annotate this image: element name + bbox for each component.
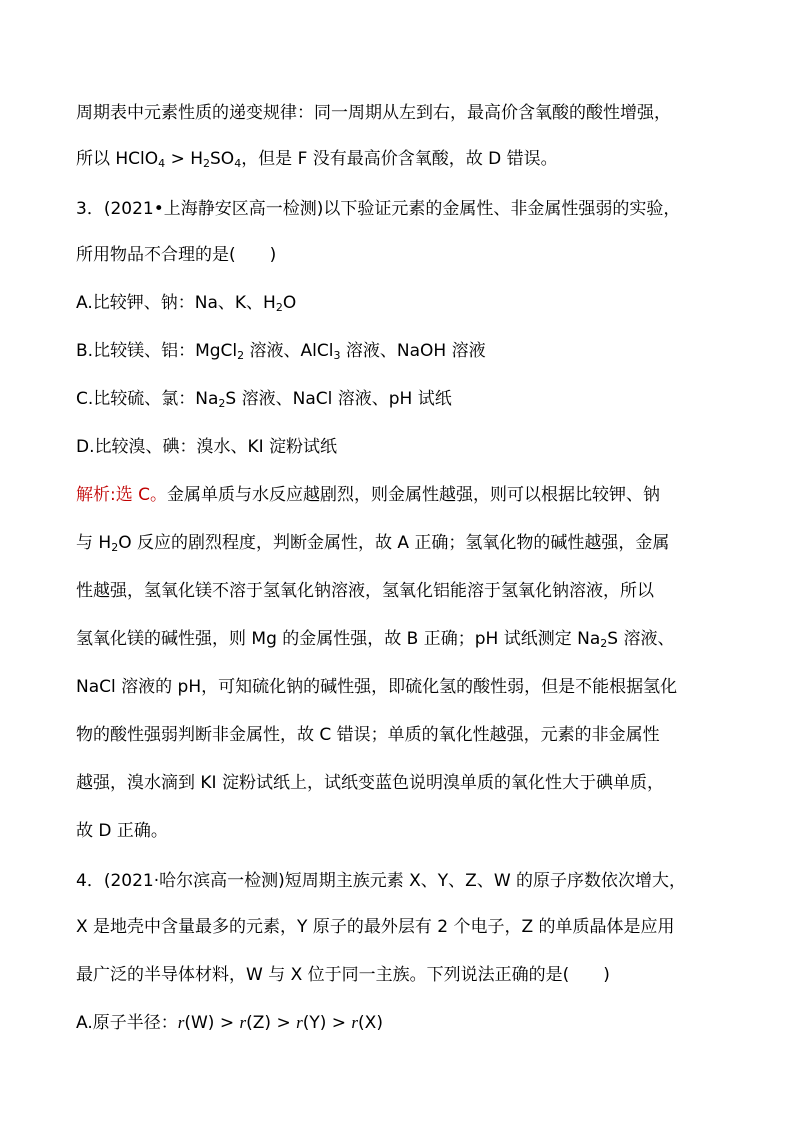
option-a: A.原子半径：r(W) > r(Z) > r(Y) > r(X) xyxy=(76,1013,383,1033)
question-4-stem: 最广泛的半导体材料，W 与 X 位于同一主族。下列说法正确的是( ) xyxy=(76,965,610,985)
option-d: D.比较溴、碘：溴水、KI 淀粉试纸 xyxy=(76,437,338,457)
analysis-line: 性越强，氢氧化镁不溶于氢氧化钠溶液，氢氧化铝能溶于氢氧化钠溶液，所以 xyxy=(76,581,654,601)
option-b: B.比较镁、铝：MgCl$_2$ 溶液、AlCl$_3$ 溶液、NaOH 溶液 xyxy=(76,341,486,362)
analysis-line: 与 $H_2O$ 反应的剧烈程度，判断金属性，故 A 正确；氢氧化物的碱性越强，金属 xyxy=(76,533,670,554)
analysis-line: 解析:选 C。金属单质与水反应越剧烈，则金属性越强，则可以根据比较钾、钠 xyxy=(76,485,661,505)
question-3-stem: 3．(2021•上海静安区高一检测)以下验证元素的金属性、非金属性强弱的实验， xyxy=(76,199,681,219)
question-4-stem: 4．(2021·哈尔滨高一检测)短周期主族元素 X、Y、Z、W 的原子序数依次增大， xyxy=(76,871,687,891)
option-c: C.比较硫、氯：$Na_2S$ 溶液、NaCl 溶液、pH 试纸 xyxy=(76,389,452,410)
analysis-line: 故 D 正确。 xyxy=(76,821,168,841)
analysis-line: 氢氧化镁的碱性强，则 Mg 的金属性强，故 B 正确；pH 试纸测定 $Na_2S$ 溶液、 xyxy=(76,629,675,650)
analysis-line: NaCl 溶液的 pH，可知硫化钠的碱性强，即硫化氢的酸性弱，但是不能根据氢化 xyxy=(76,677,678,697)
question-4-stem: X 是地壳中含量最多的元素，Y 原子的最外层有 2 个电子，Z 的单质晶体是应用 xyxy=(76,917,675,937)
option-a: A.比较钾、钠：Na、K、$H_2O$ xyxy=(76,293,297,314)
analysis-line: 越强，溴水滴到 KI 淀粉试纸上，试纸变蓝色说明溴单质的氧化性大于碘单质， xyxy=(76,773,664,793)
text-line: 周期表中元素性质的递变规律：同一周期从左到右，最高价含氧酸的酸性增强， xyxy=(76,103,671,123)
question-3-stem: 所用物品不合理的是( ) xyxy=(76,245,277,265)
text-line: 所以 HClO$_4$ > $H_2SO_4$，但是 F 没有最高价含氧酸，故 D 错误。 xyxy=(76,149,558,170)
analysis-label: 解析:选 C。 xyxy=(76,485,168,505)
analysis-line: 物的酸性强弱判断非金属性，故 C 错误；单质的氧化性越强，元素的非金属性 xyxy=(76,725,660,745)
